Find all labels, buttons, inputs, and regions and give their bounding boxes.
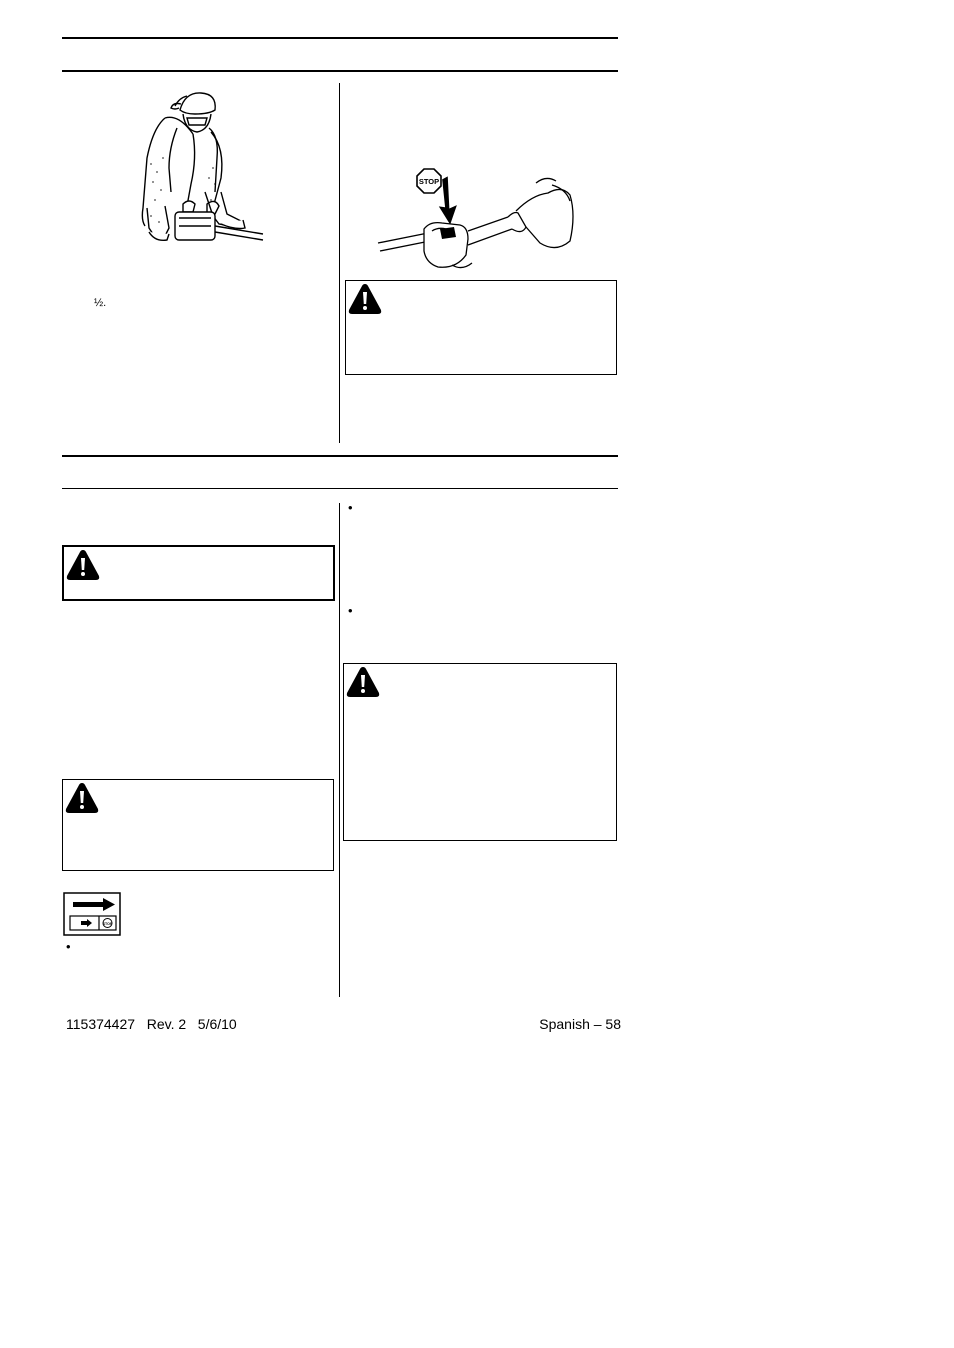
warning-box-left-1	[62, 545, 335, 601]
stop-switch-illustration	[376, 165, 578, 273]
footer-page-number: Spanish – 58	[539, 1016, 621, 1032]
stop-sign-label: STOP	[418, 177, 440, 186]
warning-box-right	[343, 663, 617, 841]
bullet-left: •	[66, 939, 71, 954]
section-rule-bottom	[62, 488, 618, 489]
footer-document-id: 115374427 Rev. 2 5/6/10	[66, 1016, 237, 1032]
operator-illustration	[135, 88, 265, 246]
bullet-right-2: •	[348, 603, 353, 618]
warning-triangle-icon	[66, 549, 100, 581]
stop-sign-icon	[417, 169, 441, 193]
fraction-text: ½.	[94, 297, 107, 309]
warning-triangle-icon	[65, 782, 99, 814]
warning-triangle-icon	[346, 666, 380, 698]
column-divider-upper	[339, 83, 340, 443]
section-rule-top	[62, 455, 618, 457]
column-divider-lower	[339, 503, 340, 997]
warning-box-upper-right	[345, 280, 617, 375]
warning-triangle-icon	[348, 283, 382, 315]
header-rule-top	[62, 37, 618, 39]
svg-text:STOP: STOP	[102, 921, 113, 926]
header-rule-bottom	[62, 70, 618, 72]
bullet-right-1: •	[348, 500, 353, 515]
warning-box-left-2	[62, 779, 334, 871]
stop-switch-icon	[63, 892, 121, 936]
